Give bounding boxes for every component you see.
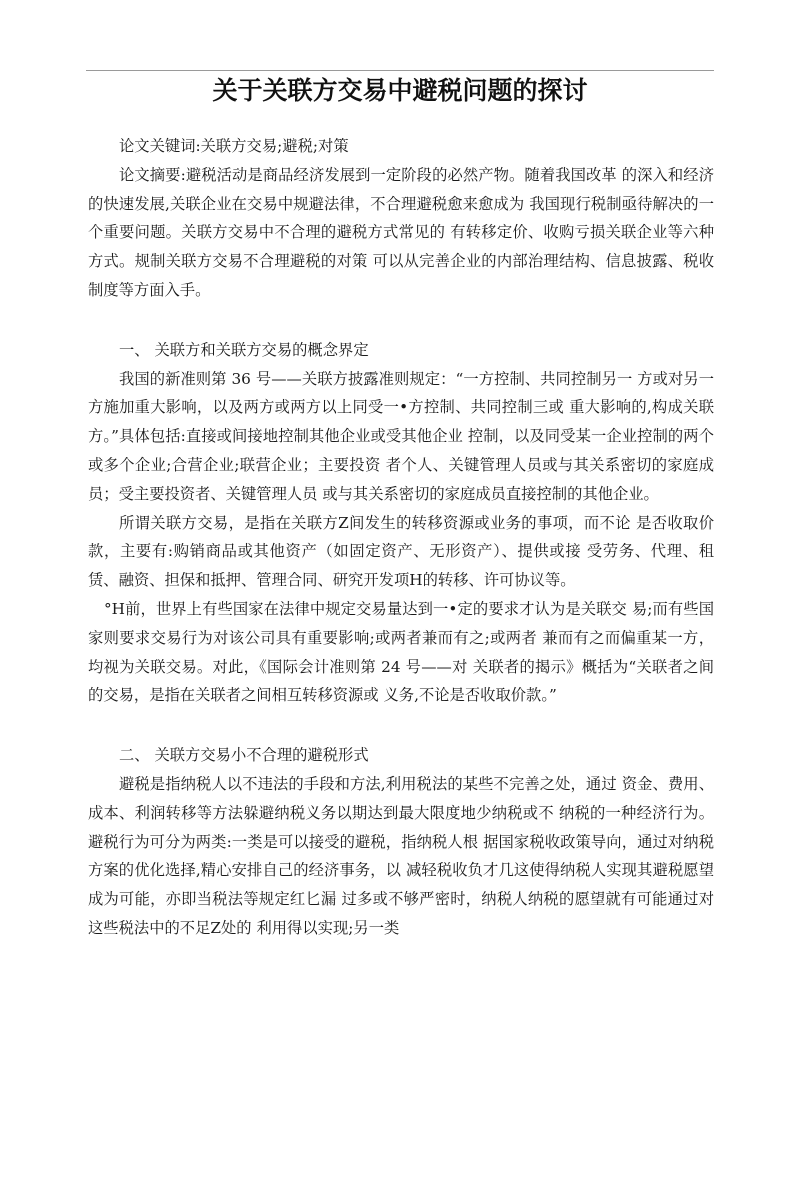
section-1-paragraph: 我国的新准则第 36 号——关联方披露准则规定：“一方控制、共同控制另一 方或对另一方施加重大影响，以及两方或两方以上同受一•方控制、共同控制三或 重大影响的,构成关联方。”具体包括:直接或间接地控制其他企业或受其他企业 控制，以及同受某一企业控制的两个或多个企业;合营企业;联营企业；主要投资 者个人、关键管理人员或与其关系密切的家庭成员；受主要投资者、关键管理人员 或与其关系密切的家庭成员直接控制的其他企业。	[88, 369, 714, 503]
section-1-heading: 一、 关联方和关联方交易的概念界定	[119, 340, 369, 359]
section-1-paragraph: 所谓关联方交易，是指在关联方Z间发生的转移资源或业务的事项，而不论 是否收取价款，主要有:购销商品或其他资产（如固定资产、无形资产）、提供或接 受劳务、代理、租赁、融资、担保和抵押、管理合同、研究开发项H的转移、许可协议等。	[88, 513, 714, 590]
spacer	[88, 305, 714, 336]
document-title: 关于关联方交易中避税问题的探讨	[212, 76, 588, 105]
header-rule	[86, 70, 714, 71]
document-body	[88, 132, 714, 943]
abstract-paragraph: 论文摘要:避税活动是商品经济发展到一定阶段的必然产物。随着我国改革 的深入和经济的快速发展,关联企业在交易中规避法律，不合理避税愈来愈成为 我国现行税制亟待解决的一个重要问题。关联方交易中不合理的避税方式常见的 有转移定价、收购亏损关联企业等六种方式。规制关联方交易不合理避税的对策 可以从完善企业的内部治理结构、信息披露、税收制度等方面入手。	[88, 165, 714, 299]
section-2-paragraph: 避税是指纳税人以不违法的手段和方法,利用税法的某些不完善之处，通过 资金、费用、成本、利润转移等方法躲避纳税义务以期达到最大限度地少纳税或不 纳税的一种经济行为。避税行为可分为两类:一类是可以接受的避税，指纳税人根 据国家税收政策导向，通过对纳税方案的优化选择,精心安排自己的经济事务，以 减轻税收负才几这使得纳税人实现其避税愿望成为可能，亦即当税法等规定红匕漏 过多或不够严密时，纳税人纳税的愿望就有可能通过对这些税法中的不足Z处的 利用得以实现;另一类	[88, 774, 714, 937]
section-1-paragraph: °H前，世界上有些国家在法律中规定交易量达到一•定的要求才认为是关联交 易;而有些国家则要求交易行为对该公司具有重要影响;或两者兼而有之;或两者 兼而有之而偏重某一方，均视为关联交易。对此，《国际会计准则第 24 号——对 关联者的揭示》概括为“关联者之间的交易，是指在关联者之间相互转移资源或 义务,不论是否收取价款。”	[88, 599, 714, 705]
spacer	[88, 710, 714, 741]
section-2-heading: 二、 关联方交易小不合理的避税形式	[119, 746, 369, 765]
keywords-line: 论文关键词:关联方交易;避税;对策	[119, 137, 349, 155]
